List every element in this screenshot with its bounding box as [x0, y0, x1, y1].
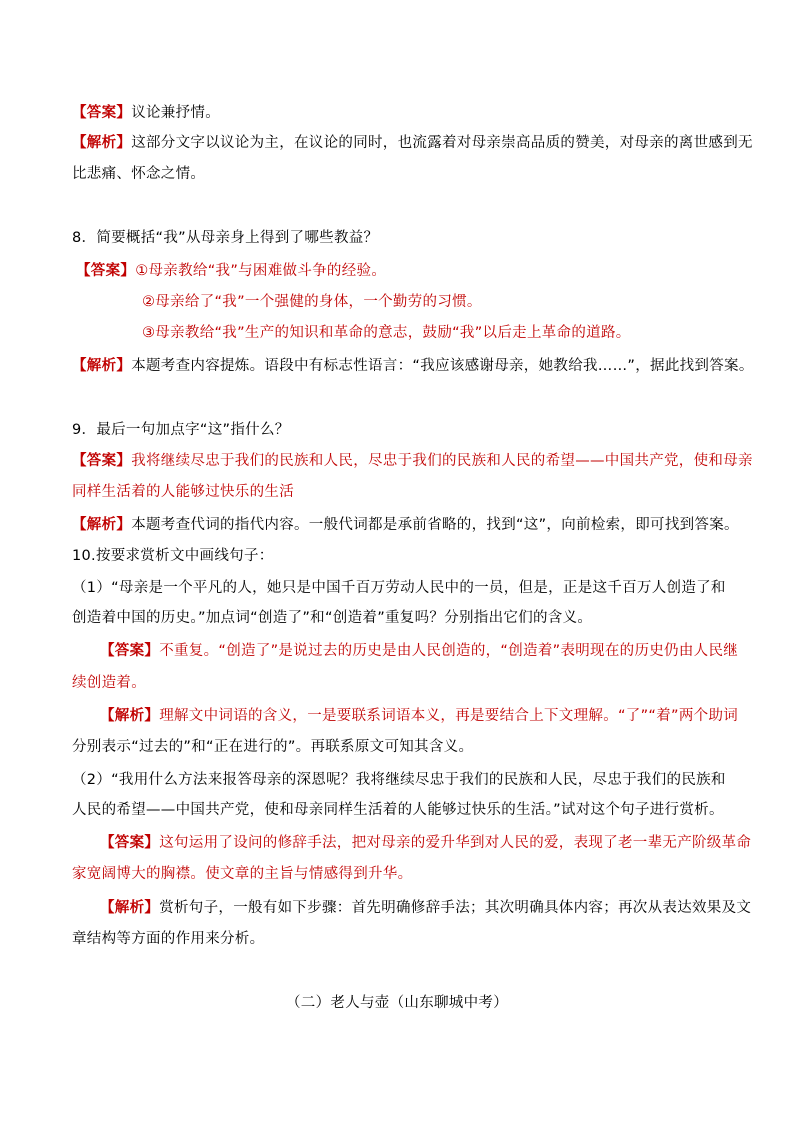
- q10-sub2-answer-line: [100, 833, 751, 853]
- q9-answer-continuation: 同样生活着的人能够过快乐的生活: [72, 484, 294, 500]
- q10-sub1-analysis-text: 理解文中词语的含义，一是要联系词语本义，再是要结合上下文理解。“了”“着”两个助词: [159, 708, 739, 724]
- answer-text: 议论兼抒情。: [131, 105, 221, 121]
- q10-sub2-analysis-line: [100, 898, 751, 918]
- analysis-text: 这部分文字以议论为主，在议论的同时，也流露着对母亲崇高品质的赞美，对母亲的离世感到无: [131, 135, 753, 151]
- q9-answer-line: [72, 451, 753, 471]
- analysis-tag: 【解析】: [72, 358, 132, 374]
- answer-tag: 【答案】: [72, 453, 132, 469]
- q10-sub2-prompt: （2）“我用什么方法来报答母亲的深恩呢？我将继续尽忠于我们的民族和人民，尽忠于我们的民族和: [72, 772, 726, 788]
- answer-tag: 【答案】: [100, 835, 160, 851]
- q10-sub1-prompt-continuation: 创造着中国的历史。”加点词“创造了”和“创造着”重复吗？分别指出它们的含义。: [72, 610, 593, 626]
- question-8: 8．简要概括“我”从母亲身上得到了哪些教益？: [72, 230, 379, 246]
- q10-sub2-prompt-continuation: 人民的希望——中国共产党，使和母亲同样生活着的人能够过快乐的生活。”试对这个句子进行赏析。: [72, 802, 724, 818]
- question-10: 10.按要求赏析文中画线句子：: [72, 548, 274, 564]
- q10-sub2-answer-continuation: 家宽阔博大的胸襟。使文章的主旨与情感得到升华。: [72, 866, 413, 882]
- q8-analysis-text: 本题考查内容提炼。语段中有标志性语言：“我应该感谢母亲，她教给我……”，据此找到答案。: [131, 358, 754, 374]
- q9-answer-text: 我将继续尽忠于我们的民族和人民，尽忠于我们的民族和人民的希望——中国共产党，使和母亲: [131, 453, 753, 469]
- answer-tag: 【答案】: [72, 105, 132, 121]
- answer-tag: 【答案】: [76, 263, 136, 279]
- q8-answer-1: ①母亲教给“我”与困难做斗争的经验。: [135, 263, 387, 279]
- q10-sub2-analysis-continuation: 章结构等方面的作用来分析。: [72, 931, 265, 947]
- analysis-continuation: 比悲痛、怀念之情。: [72, 166, 206, 182]
- q10-sub2-answer-text: 这句运用了设问的修辞手法，把对母亲的爱升华到对人民的爱，表现了老一辈无产阶级革命: [159, 835, 752, 851]
- q10-sub1-prompt: （1）“母亲是一个平凡的人，她只是中国千百万劳动人民中的一员，但是，正是这千百万人创造了和: [72, 580, 726, 596]
- q10-sub1-analysis-continuation: 分别表示“过去的”和“正在进行的”。再联系原文可知其含义。: [72, 739, 474, 755]
- q10-sub1-answer-text: 不重复。“创造了”是说过去的历史是由人民创造的，“创造着”表明现在的历史仍由人民继: [159, 643, 739, 659]
- q8-answer-3: ③母亲教给“我”生产的知识和革命的意志，鼓励“我”以后走上革命的道路。: [142, 325, 631, 341]
- analysis-tag: 【解析】: [100, 900, 160, 916]
- q10-sub1-analysis-line: [100, 706, 738, 726]
- question-9: 9．最后一句加点字“这”指什么？: [72, 422, 290, 438]
- analysis-tag: 【解析】: [100, 708, 160, 724]
- q9-analysis-line: [72, 515, 739, 535]
- section-title: （二）老人与壶（山东聊城中考）: [286, 995, 508, 1011]
- q8-answer-line: [76, 261, 386, 281]
- analysis-line: [72, 133, 753, 153]
- analysis-tag: 【解析】: [72, 135, 132, 151]
- q10-sub2-analysis-text: 赏析句子，一般有如下步骤：首先明确修辞手法；其次明确具体内容；再次从表达效果及文: [159, 900, 752, 916]
- q8-analysis-line: [72, 356, 754, 376]
- q9-analysis-text: 本题考查代词的指代内容。一般代词都是承前省略的，找到“这”，向前检索，即可找到答案。: [131, 517, 739, 533]
- q10-sub1-answer-line: [100, 641, 738, 661]
- answer-line: [72, 103, 220, 123]
- analysis-tag: 【解析】: [72, 517, 132, 533]
- q8-answer-2: ②母亲给了“我”一个强健的身体，一个勤劳的习惯。: [142, 294, 482, 310]
- answer-tag: 【答案】: [100, 643, 160, 659]
- q10-sub1-answer-continuation: 续创造着。: [72, 675, 146, 691]
